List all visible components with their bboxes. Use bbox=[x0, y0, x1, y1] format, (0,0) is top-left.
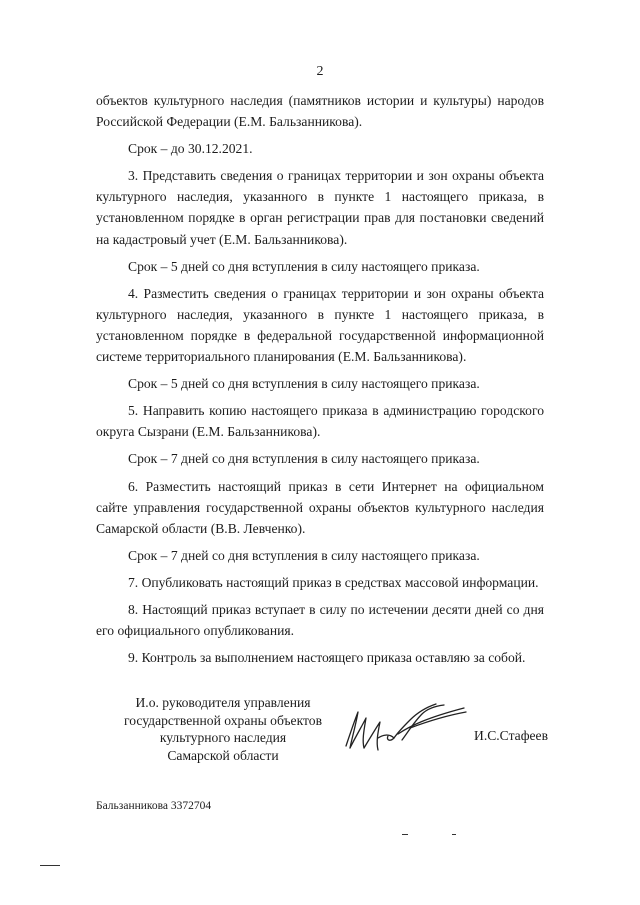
scan-mark bbox=[402, 834, 408, 835]
item-4-paragraph: 4. Разместить сведения о границах территории и зон охраны объекта культурного наследия, указанного в пункте 1 настоящего приказа, в установленном порядке в федеральной государственной информационной системе территориального планирования (Е.М. Бальзанникова). bbox=[96, 285, 544, 365]
deadline-paragraph: Срок – до 30.12.2021. bbox=[128, 141, 253, 157]
signatory-line: культурного наследия bbox=[159, 730, 287, 745]
page-number: 2 bbox=[316, 64, 324, 79]
item-6-paragraph: 6. Разместить настоящий приказ в сети Интернет на официальном сайте управления государственной охраны объектов культурного наследия Самарской области (В.В. Левченко). bbox=[96, 478, 544, 536]
deadline-paragraph: Срок – 7 дней со дня вступления в силу настоящего приказа. bbox=[128, 547, 480, 563]
scan-mark bbox=[40, 865, 60, 866]
item-8-paragraph: 8. Настоящий приказ вступает в силу по истечении десяти дней со дня его официального опубликования. bbox=[96, 601, 544, 639]
signatory-line: государственной охраны объектов bbox=[123, 712, 322, 728]
deadline-paragraph: Срок – 5 дней со дня вступления в силу настоящего приказа. bbox=[128, 258, 480, 274]
deadline-paragraph: Срок – 5 дней со дня вступления в силу настоящего приказа. bbox=[128, 376, 480, 392]
item-7-paragraph: 7. Опубликовать настоящий приказ в средствах массовой информации. bbox=[128, 574, 539, 590]
signatory-line: И.о. руководителя управления bbox=[135, 695, 311, 710]
signatory-line: Самарской области bbox=[167, 747, 279, 763]
signature-icon bbox=[340, 698, 470, 762]
signer-name: И.С.Стафеев bbox=[474, 728, 549, 743]
deadline-paragraph: Срок – 7 дней со дня вступления в силу настоящего приказа. bbox=[128, 451, 480, 467]
document-body bbox=[96, 90, 544, 668]
paragraph-continuation: объектов культурного наследия (памятников истории и культуры) народов Российской Федерации (Е.М. Бальзанникова). bbox=[96, 93, 544, 130]
item-3-paragraph: 3. Представить сведения о границах территории и зон охраны объекта культурного наследия, указанного в пункте 1 настоящего приказа, в установленном порядке в орган регистрации прав для постановки сведений на кадастровый учет (Е.М. Бальзанникова). bbox=[96, 168, 544, 247]
item-5-paragraph: 5. Направить копию настоящего приказа в администрацию городского округа Сызрани (Е.М. Бальзанникова). bbox=[96, 403, 544, 440]
item-9-paragraph: 9. Контроль за выполнением настоящего приказа оставляю за собой. bbox=[128, 650, 526, 666]
executor-contact: Бальзанникова 3372704 bbox=[96, 800, 212, 812]
scan-mark bbox=[452, 834, 456, 835]
signatory-title bbox=[112, 694, 334, 764]
